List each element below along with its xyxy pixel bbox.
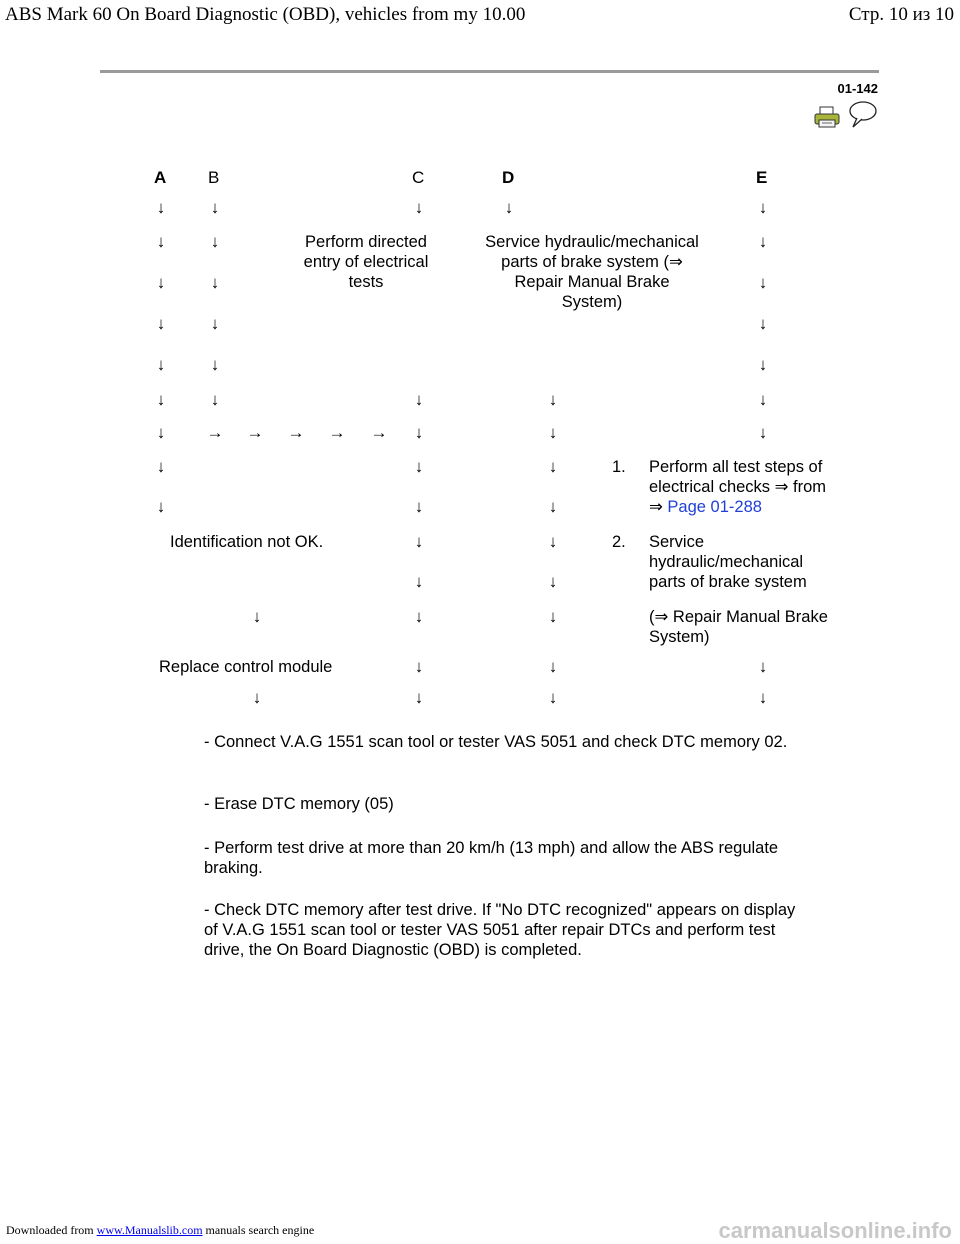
down-arrow: ↓ [210, 232, 220, 251]
right-arrow: → [328, 423, 346, 442]
instruction-test-drive: - Perform test drive at more than 20 km/h (13 mph) and allow the ABS regulate braking. [204, 839, 779, 877]
down-arrow: ↓ [758, 198, 768, 217]
down-arrow: ↓ [210, 198, 220, 217]
down-arrow: ↓ [758, 423, 768, 442]
down-arrow: ↓ [414, 198, 424, 217]
step-1-body: Perform all test steps of electrical checks ⇒ from ⇒ [649, 458, 827, 516]
down-arrow: ↓ [156, 423, 166, 442]
comment-icon[interactable] [848, 100, 878, 128]
step-1-text [649, 457, 829, 517]
step-2-number: 2. [612, 533, 626, 551]
down-arrow: ↓ [548, 657, 558, 676]
step-2-reference: (⇒ Repair Manual Brake System) [649, 608, 828, 646]
down-arrow: ↓ [414, 572, 424, 591]
down-arrow: ↓ [758, 273, 768, 292]
down-arrow: ↓ [414, 532, 424, 551]
down-arrow: ↓ [252, 607, 262, 626]
down-arrow: ↓ [758, 390, 768, 409]
down-arrow: ↓ [414, 657, 424, 676]
down-arrow: ↓ [758, 657, 768, 676]
column-a-label: A [154, 168, 167, 187]
down-arrow: ↓ [156, 497, 166, 516]
down-arrow: ↓ [156, 314, 166, 333]
download-footer [6, 1223, 314, 1238]
instruction-erase: - Erase DTC memory (05) [204, 795, 394, 813]
printer-icon[interactable] [814, 106, 840, 128]
page-counter: Стр. 10 из 10 [848, 4, 954, 25]
window-title: ABS Mark 60 On Board Diagnostic (OBD), vehicles from my 10.00 [5, 4, 526, 25]
header-divider [100, 70, 879, 73]
right-arrow: → [287, 423, 305, 442]
column-e-label: E [756, 168, 768, 187]
down-arrow: ↓ [210, 273, 220, 292]
service-hydraulic-box: Service hydraulic/mechanical parts of brake system (⇒ Repair Manual Brake System) [485, 233, 699, 311]
down-arrow: ↓ [414, 688, 424, 707]
down-arrow: ↓ [156, 198, 166, 217]
step-2-text: Service hydraulic/mechanical parts of brake system [649, 533, 807, 591]
column-c-label: C [412, 168, 425, 187]
right-arrow: → [370, 423, 388, 442]
watermark: carmanualsonline.info [718, 1218, 952, 1243]
down-arrow: ↓ [156, 390, 166, 409]
down-arrow: ↓ [210, 355, 220, 374]
down-arrow: ↓ [758, 314, 768, 333]
down-arrow: ↓ [156, 273, 166, 292]
down-arrow: ↓ [504, 198, 514, 217]
down-arrow: ↓ [414, 497, 424, 516]
down-arrow: ↓ [548, 390, 558, 409]
step-1-number: 1. [612, 458, 626, 476]
column-d-label: D [502, 168, 515, 187]
perform-tests-box: Perform directed entry of electrical tests [303, 233, 429, 291]
footer-suffix: manuals search engine [202, 1223, 315, 1237]
down-arrow: ↓ [156, 355, 166, 374]
instruction-connect: - Connect V.A.G 1551 scan tool or tester VAS 5051 and check DTC memory 02. [204, 733, 788, 751]
down-arrow: ↓ [414, 423, 424, 442]
down-arrow: ↓ [156, 457, 166, 476]
right-arrow: → [206, 423, 224, 442]
down-arrow: ↓ [252, 688, 262, 707]
down-arrow: ↓ [548, 457, 558, 476]
down-arrow: ↓ [758, 688, 768, 707]
down-arrow: ↓ [758, 355, 768, 374]
down-arrow: ↓ [548, 497, 558, 516]
down-arrow: ↓ [758, 232, 768, 251]
down-arrow: ↓ [414, 390, 424, 409]
down-arrow: ↓ [548, 423, 558, 442]
document-number: 01-142 [837, 81, 878, 96]
down-arrow: ↓ [210, 390, 220, 409]
footer-prefix: Downloaded from [6, 1223, 97, 1237]
down-arrow: ↓ [548, 688, 558, 707]
down-arrow: ↓ [548, 607, 558, 626]
down-arrow: ↓ [548, 572, 558, 591]
replace-control-module: Replace control module [159, 658, 333, 676]
down-arrow: ↓ [414, 607, 424, 626]
column-b-label: B [208, 168, 220, 187]
down-arrow: ↓ [414, 457, 424, 476]
instruction-check-memory: - Check DTC memory after test drive. If "No DTC recognized" appears on display of V.A.G 1551 scan tool or tester VAS 5051 after repair DTCs and perform test drive, the On Board Diagnostic (OBD) is completed. [204, 901, 796, 959]
right-arrow: → [246, 423, 264, 442]
down-arrow: ↓ [156, 232, 166, 251]
page-link[interactable]: Page 01-288 [667, 498, 762, 516]
manualslib-link[interactable]: www.Manualslib.com [96, 1223, 203, 1237]
identification-not-ok: Identification not OK. [170, 533, 324, 551]
down-arrow: ↓ [548, 532, 558, 551]
down-arrow: ↓ [210, 314, 220, 333]
